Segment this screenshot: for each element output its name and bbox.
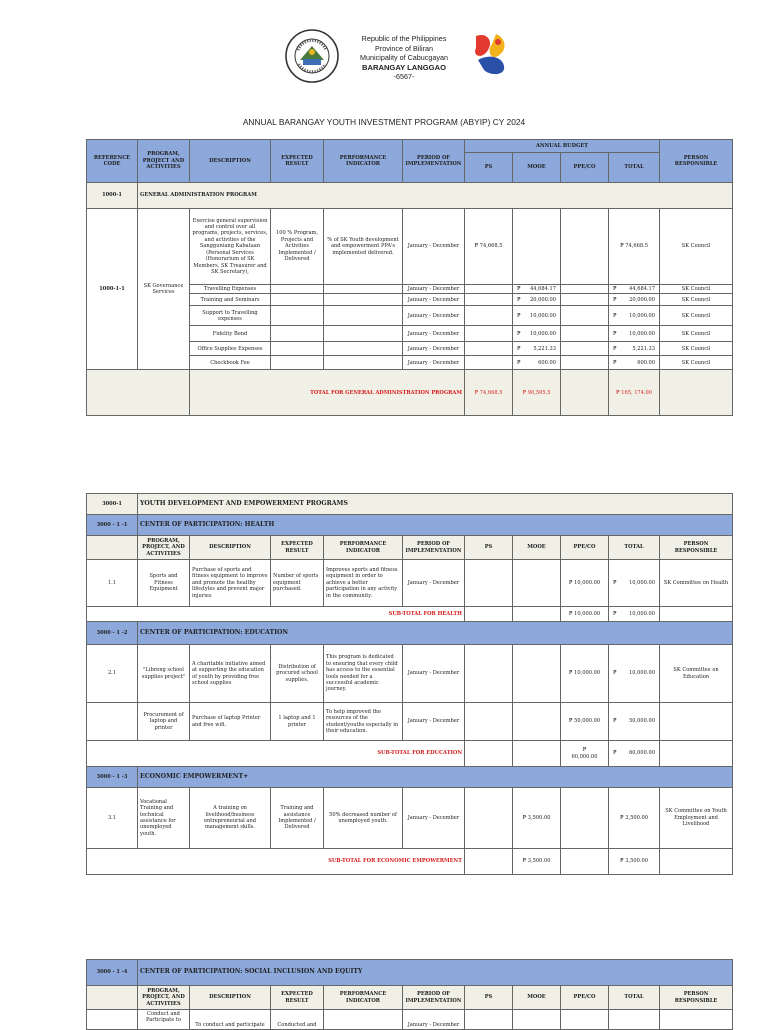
education-row2-performance: To help improved the resources of the student/youths especially in their education. [324,703,403,741]
sk-logo-icon [468,30,512,78]
health-row-period: January - December [403,560,465,607]
col-header-ps: PS [465,986,513,1010]
education-row-person: SK Committee on Education [660,645,733,703]
social-row-description: To conduct and participate [190,1010,271,1030]
item-description: Travelling Expenses [190,285,271,294]
item-total: ₱ 10,000.00 [609,306,660,326]
col-header-mooe: MOOE [513,986,561,1010]
republic-line: Republic of the Philippines [361,34,447,43]
item-period: January - December [403,285,465,294]
economic-title: ECONOMIC EMPOWERMENT+ [138,767,733,788]
item-total: ₱ 20,000.00 [609,294,660,306]
item-mooe: ₱ 600.00 [513,356,561,370]
col-header-person: PERSON RESPONSIBLE [660,986,733,1010]
col-header-ps: PS [465,153,513,183]
item-description: Checkbook Fee [190,356,271,370]
item-description: Fidelity Bond [190,326,271,342]
admin-total-mooe: ₱ 90,505.5 [513,370,561,416]
section-title: GENERAL ADMINISTRATION PROGRAM [138,183,733,209]
education-row-period: January - December [403,645,465,703]
col-header-mooe: MOOE [513,153,561,183]
social-title: CENTER OF PARTICIPATION: SOCIAL INCLUSION AND EQUITY [138,960,733,986]
col-header-ppa: PROGRAM, PROJECT AND ACTIVITIES [138,140,190,183]
col-header-performance: PERFORMANCE INDICATOR [324,140,403,183]
col-header-performance: PERFORMANCE INDICATOR [324,536,403,560]
health-row-code: 1.1 [87,560,138,607]
education-subtotal-label: SUB-TOTAL FOR EDUCATION [87,741,465,767]
row-period: January - December [403,209,465,285]
education-row-code: 2.1 [87,645,138,703]
health-row-ppe: ₱ 10,000.00 [561,560,609,607]
col-header-ref-code: REFERENCE CODE [87,140,138,183]
economic-row-mooe: ₱ 3,500.00 [513,788,561,849]
section-code: 1000-1 [87,183,138,209]
social-row-period: January - December [403,1010,465,1030]
economic-subtotal-mooe: ₱ 3,500.00 [513,849,561,875]
education-title: CENTER OF PARTICIPATION: EDUCATION [138,622,733,645]
education-row-total: ₱ 10,000.00 [609,645,660,703]
health-subtotal-total: ₱ 10,000.00 [609,607,660,622]
col-header-ppa: PROGRAM, PROJECT, AND ACTIVITIES [138,536,190,560]
item-total: ₱ 10,000.00 [609,326,660,342]
row-ppa: SK Governance Services [138,209,190,370]
economic-subtotal-label: SUB-TOTAL FOR ECONOMIC EMPOWERMENT [87,849,465,875]
education-subtotal-total: ₱ 60,000.00 [609,741,660,767]
economic-row-code: 3.1 [87,788,138,849]
section-code: 3000-1 [87,494,138,515]
economic-row-person: SK Committee on Youth Employment and Livelihood [660,788,733,849]
item-mooe: ₱ 10,000.00 [513,306,561,326]
col-header-ppa: PROGRAM, PROJECT, AND ACTIVITIES [138,986,190,1010]
social-row-expected: Conducted and [271,1010,324,1030]
province-line: Province of Biliran [375,43,433,53]
health-row-performance: Improves sports and fitness equipment in order to achieve a better participation in any activity in the community. [324,560,403,607]
item-period: January - December [403,326,465,342]
row-ps: ₱ 74,668.5 [465,209,513,285]
letterhead [270,28,530,88]
social-inclusion-table [86,959,733,1030]
general-admin-table [86,139,733,416]
health-row-person: SK Committee on Health [660,560,733,607]
col-header-total: TOTAL [609,153,660,183]
col-header-expected-result: EXPECTED RESULT [271,536,324,560]
item-description: Training and Seminars [190,294,271,306]
economic-subtotal-total: ₱ 3,500.00 [609,849,660,875]
education-row2-period: January - December [403,703,465,741]
item-mooe: ₱ 10,000.00 [513,326,561,342]
col-header-mooe: MOOE [513,536,561,560]
item-person: SK Council [660,342,733,356]
education-row-ppa: "Libreng school supplies project" [138,645,190,703]
social-code: 3000 - 1 -4 [87,960,138,986]
col-header-period: PERIOD OF IMPLEMENTATION [403,536,465,560]
col-header-description: DESCRIPTION [190,986,271,1010]
col-header-ppe: PPE/CO [561,536,609,560]
education-row-ppe: ₱ 10,000.00 [561,645,609,703]
item-person: SK Council [660,294,733,306]
health-row-expected: Number of sports equipment purchased. [271,560,324,607]
health-code: 3000 - 1 -1 [87,515,138,536]
economic-row-period: January - December [403,788,465,849]
municipal-seal-icon [284,28,340,84]
education-row2-description: Purchase of laptop Printer and free wifi. [190,703,271,741]
item-person: SK Council [660,326,733,342]
item-person: SK Council [660,356,733,370]
education-row-expected: Distribution of procured school supplies. [271,645,324,703]
education-subtotal-ppe: ₱ 60,000.00 [561,741,609,767]
health-row-description: Purchase of sports and fitness equipment to improve and promote the healthy lifestyles and prevent major injuries [190,560,271,607]
col-header-ppe: PPE/CO [561,153,609,183]
barangay-code: -6567- [393,72,415,81]
social-row-ppa: Conduct and Participate to [138,1010,190,1030]
item-total: ₱ 600.00 [609,356,660,370]
item-mooe: ₱ 5,221.33 [513,342,561,356]
row-person: SK Council [660,209,733,285]
education-row2-ppe: ₱ 50,000.00 [561,703,609,741]
admin-total-ps: ₱ 74,668.5 [465,370,513,416]
item-description: Office Supplies Expenses [190,342,271,356]
col-header-expected-result: EXPECTED RESULT [271,140,324,183]
row-performance: % of SK Youth development and empowerment PPA's implemented delivered. [324,209,403,285]
row-expected-result: 100 % Program, Projects and Activities Implemented / Delivered [271,209,324,285]
item-person: SK Council [660,306,733,326]
item-description: Support to Travelling expenses [190,306,271,326]
col-header-description: DESCRIPTION [190,140,271,183]
economic-code: 3000 - 1 -3 [87,767,138,788]
item-mooe: ₱ 44,684.17 [513,285,561,294]
item-mooe: ₱ 20,000.00 [513,294,561,306]
education-row2-expected: 1 laptop and 1 printer [271,703,324,741]
health-row-ppa: Sports and Fitness Equipment [138,560,190,607]
health-row-total: ₱ 10,000.00 [609,560,660,607]
economic-row-description: A training on livelihood/business entrepreneurial and management skills. [190,788,271,849]
health-subtotal-label: SUB-TOTAL FOR HEALTH [87,607,465,622]
item-person: SK Council [660,285,733,294]
item-total: ₱ 44,684.17 [609,285,660,294]
barangay-name: BARANGAY LANGGAO [362,62,446,72]
col-header-total: TOTAL [609,986,660,1010]
health-title: CENTER OF PARTICIPATION: HEALTH [138,515,733,536]
education-row2-ppa: Procurement of laptop and printer [138,703,190,741]
col-header-total: TOTAL [609,536,660,560]
col-header-period: PERIOD OF IMPLEMENTATION [403,986,465,1010]
col-header-description: DESCRIPTION [190,536,271,560]
row-ppe [561,209,609,285]
row-description: Exercise general supervision and control over all programs, projects, services, and activities of the Sangguniang Kabataan (Personal Services (Honorarium of SK Members, SK Treasurer and SK Secretary), [190,209,271,285]
col-header-expected-result: EXPECTED RESULT [271,986,324,1010]
item-total: ₱ 5,221.33 [609,342,660,356]
item-period: January - December [403,294,465,306]
item-period: January - December [403,342,465,356]
row-code: 1000-1-1 [87,209,138,370]
row-total: ₱ 74,668.5 [609,209,660,285]
economic-row-total: ₱ 3,500.00 [609,788,660,849]
col-header-period: PERIOD OF IMPLEMENTATION [403,140,465,183]
education-row-performance: This program is dedicated to ensuring that every child has access to the essential tools needed for a successful academic journey. [324,645,403,703]
education-code: 3000 - 1 -2 [87,622,138,645]
health-subtotal-ppe: ₱ 10,000.00 [561,607,609,622]
admin-total-label: TOTAL FOR GENERAL ADMINISTRATION PROGRAM [190,370,465,416]
col-header-ppe: PPE/CO [561,986,609,1010]
economic-row-performance: 50% decreased number of unemployed youth. [324,788,403,849]
economic-row-ppa: Vocational Training and technical assistance for unemployed youth. [138,788,190,849]
youth-development-table [86,493,733,875]
col-header-person: PERSON RESPONSIBLE [660,140,733,183]
col-header-performance: PERFORMANCE INDICATOR [324,986,403,1010]
municipality-line: Municipality of Cabucgayan [360,53,448,62]
economic-row-expected: Training and assistance Implemented / Delivered [271,788,324,849]
education-row2-total: ₱ 50,000.00 [609,703,660,741]
col-header-annual-budget: ANNUAL BUDGET [465,140,660,153]
item-period: January - December [403,356,465,370]
education-row-description: A charitable initiative aimed at supporting the education of youth by providing free school supplies [190,645,271,703]
col-header-person: PERSON RESPONSIBLE [660,536,733,560]
item-period: January - December [403,306,465,326]
document-title: ANNUAL BARANGAY YOUTH INVESTMENT PROGRAM (ABYIP) CY 2024 [242,117,526,127]
section-title: YOUTH DEVELOPMENT AND EMPOWERMENT PROGRAMS [138,494,733,515]
col-header-ps: PS [465,536,513,560]
letterhead-text [344,34,464,82]
row-mooe [513,209,561,285]
admin-total-total: ₱ 165, 174.00 [609,370,660,416]
